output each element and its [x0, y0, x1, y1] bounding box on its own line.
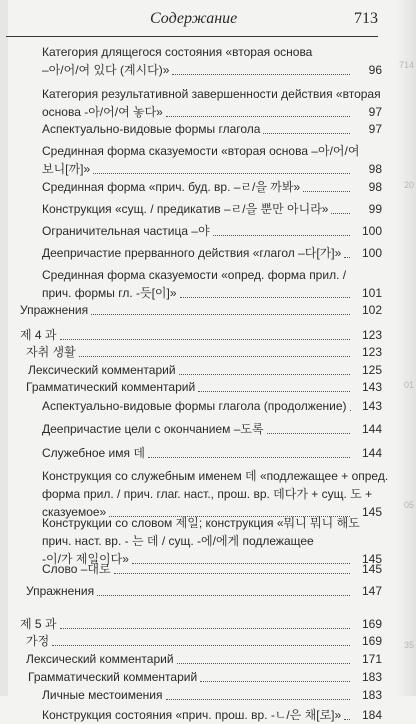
toc-page-number: 144 — [361, 446, 382, 460]
dot-leader — [91, 314, 350, 315]
toc-entry-text: Категория результативной завершенности действия «вторая — [42, 87, 381, 101]
dot-leader — [93, 173, 350, 174]
toc-entry-line — [42, 421, 382, 438]
toc-page-number: 125 — [361, 363, 382, 377]
toc-page-number: 143 — [361, 399, 382, 413]
toc-entry-line — [42, 44, 312, 61]
toc-entry-text: Аспектуально-видовые формы глагола — [42, 122, 261, 136]
dot-leader — [200, 681, 350, 682]
dot-leader — [344, 719, 350, 720]
toc-entry-text: Упражнения — [26, 584, 95, 598]
toc-entry-line — [42, 143, 359, 160]
toc-entry-text: 제 4 과 — [20, 328, 57, 342]
dot-leader — [350, 410, 351, 411]
toc-entry-line — [42, 398, 382, 415]
toc-entry-line — [20, 302, 382, 319]
toc-entry-text: Категория длящегося состояния «вторая основа — [42, 45, 313, 59]
toc-entry-text: Деепричастие цели с окончанием –도록 — [42, 422, 264, 436]
toc-entry-line — [42, 561, 382, 578]
toc-page-number: 100 — [361, 246, 382, 260]
toc-entry-line — [42, 515, 360, 532]
dot-leader — [114, 573, 350, 574]
toc-page-number: 123 — [361, 328, 382, 342]
toc-entry-line — [42, 533, 314, 550]
toc-entry-line — [42, 245, 382, 262]
dot-leader — [267, 433, 350, 434]
dot-leader — [52, 645, 350, 646]
toc-page-number: 97 — [368, 105, 382, 119]
toc-entry-line — [42, 201, 382, 218]
toc-page-number: 144 — [361, 422, 382, 436]
toc-page-number: 123 — [361, 345, 382, 359]
toc-entry-text: 가정 — [26, 634, 50, 648]
toc-entry-line — [26, 344, 382, 361]
toc-entry-line — [26, 651, 382, 668]
toc-page-number: 145 — [361, 505, 382, 519]
dot-leader — [172, 74, 350, 75]
toc-entry-line — [42, 486, 372, 503]
dot-leader — [166, 699, 350, 700]
toc-entry-text: -이/가 제일이다» — [42, 552, 129, 566]
toc-entry-text: Конструкция состояния «прич. прош. вр. -ㄴ/은 채[로]» — [42, 708, 342, 722]
bleed-through-text: 20 — [403, 180, 414, 190]
toc-entry-line — [42, 104, 382, 121]
toc-entry-text: Грамматический комментарий — [28, 670, 198, 684]
dot-leader — [213, 235, 350, 236]
toc-entry-line — [26, 633, 382, 650]
toc-page-number: 98 — [368, 180, 382, 194]
toc-entry-line — [42, 121, 382, 138]
toc-entry-text: Личные местоимения — [42, 688, 163, 702]
toc-page-number: 169 — [361, 617, 382, 631]
toc-entry-text: Деепричастие прерванного действия «глагол –다[가]» — [42, 246, 342, 260]
toc-entry-text: Ограничительная частица –야 — [42, 224, 210, 238]
toc-entry-text: Срединная форма «прич. буд. вр. –ㄹ/을 까봐» — [42, 180, 301, 194]
dot-leader — [60, 339, 350, 340]
bleed-through-text: 01 — [403, 380, 414, 390]
toc-entry-line — [42, 179, 382, 196]
dot-leader — [60, 628, 350, 629]
header-rule — [6, 36, 378, 37]
page-number: 713 — [354, 10, 378, 27]
toc-entry-line — [42, 687, 382, 704]
dot-leader — [331, 213, 350, 214]
dot-leader — [132, 563, 350, 564]
toc-entry-line — [26, 583, 382, 600]
toc-entry-line — [42, 267, 346, 284]
toc-page-number: 183 — [361, 688, 382, 702]
toc-page-number: 184 — [361, 708, 382, 722]
toc-page-number: 143 — [361, 380, 382, 394]
toc-entry-text: Слово –대로 — [42, 562, 111, 576]
toc-entry-text: сказуемое» — [42, 505, 107, 519]
toc-page-number: 171 — [361, 652, 382, 666]
toc-entry-text: Лексический комментарий — [28, 363, 176, 377]
toc-entry-line — [42, 86, 381, 103]
dot-leader — [303, 191, 350, 192]
dot-leader — [180, 297, 350, 298]
toc-entry-text: Служебное имя 데 — [42, 446, 145, 460]
toc-entry-text: Конструкция «сущ. / предикатив –ㄹ/을 뿐만 아니라» — [42, 202, 329, 216]
toc-entry-line — [26, 379, 382, 396]
toc-page-number: 98 — [368, 162, 382, 176]
dot-leader — [166, 116, 350, 117]
toc-entry-text: прич. наст. вр. - 는 데 / сущ. -에/에게 подлежащее — [42, 534, 314, 548]
toc-entry-text: 제 5 과 — [20, 617, 57, 631]
toc-page-number: 96 — [368, 63, 382, 77]
toc-entry-line — [42, 161, 382, 178]
toc-page-number: 147 — [361, 584, 382, 598]
binding-edge — [0, 0, 8, 696]
toc-entry-text: Срединная форма сказуемости «опред. форма прил. / — [42, 268, 347, 282]
toc-page-number: 145 — [361, 552, 382, 566]
toc-page-number: 183 — [361, 670, 382, 684]
toc-entry-text: Конструкции со словом 제일; конструкция «뭐니 뭐니 해도 — [42, 516, 360, 530]
toc-entry-text: 보니[까]» — [42, 162, 91, 176]
dot-leader — [177, 663, 350, 664]
dot-leader — [97, 595, 350, 596]
toc-entry-text: Грамматический комментарий — [26, 380, 196, 394]
toc-entry-text: Лексический комментарий — [26, 652, 174, 666]
dot-leader — [344, 257, 350, 258]
toc-entry-text: прич. формы гл. -듯[이]» — [42, 286, 177, 300]
toc-page-number: 101 — [361, 286, 382, 300]
toc-entry-text: форма прил. / прич. глаг. наст., прош. вр. 데다가 + сущ. 도 + — [42, 487, 373, 501]
toc-entry-text: –아/어/여 있다 (계시다)» — [42, 63, 170, 77]
toc-page-number: 102 — [361, 303, 382, 317]
bleed-through-text: 714 — [398, 60, 414, 70]
toc-page-number: 99 — [368, 202, 382, 216]
toc-entry-line — [42, 62, 382, 79]
bleed-through-text: 05 — [403, 500, 414, 510]
dot-leader — [179, 374, 350, 375]
toc-entry-text: Упражнения — [20, 303, 89, 317]
dot-leader — [263, 133, 350, 134]
page-edge — [396, 0, 416, 696]
toc-entry-line — [42, 468, 388, 485]
toc-entry-line — [42, 223, 382, 240]
toc-page-number: 169 — [361, 634, 382, 648]
dot-leader — [198, 391, 350, 392]
page-header — [0, 0, 416, 38]
toc-entry-text: Конструкция со служебным именем 데 «подлежащее + опред. — [42, 469, 389, 483]
toc-entry-line — [42, 707, 382, 724]
toc-entry-line — [28, 362, 382, 379]
bleed-through-text: 35 — [403, 640, 414, 650]
toc-entry-line — [42, 445, 382, 462]
toc-entry-text: Аспектуально-видовые формы глагола (продолжение) — [42, 399, 347, 413]
toc-entry-line — [42, 285, 382, 302]
toc-entry-line — [20, 327, 382, 344]
toc-page-number: 100 — [361, 224, 382, 238]
toc-page-number: 145 — [361, 562, 382, 576]
toc-entry-text: основа -아/어/여 놓다» — [42, 105, 163, 119]
dot-leader — [148, 457, 350, 458]
toc-entry-line — [28, 669, 382, 686]
toc-entry-text: Срединная форма сказуемости «вторая основа –아/어/여 — [42, 144, 360, 158]
toc-entry-line — [20, 616, 382, 633]
toc-entry-text: 자취 생활 — [26, 345, 76, 359]
running-title: Содержание — [150, 10, 238, 27]
toc-page-number: 97 — [368, 122, 382, 136]
dot-leader — [79, 356, 350, 357]
